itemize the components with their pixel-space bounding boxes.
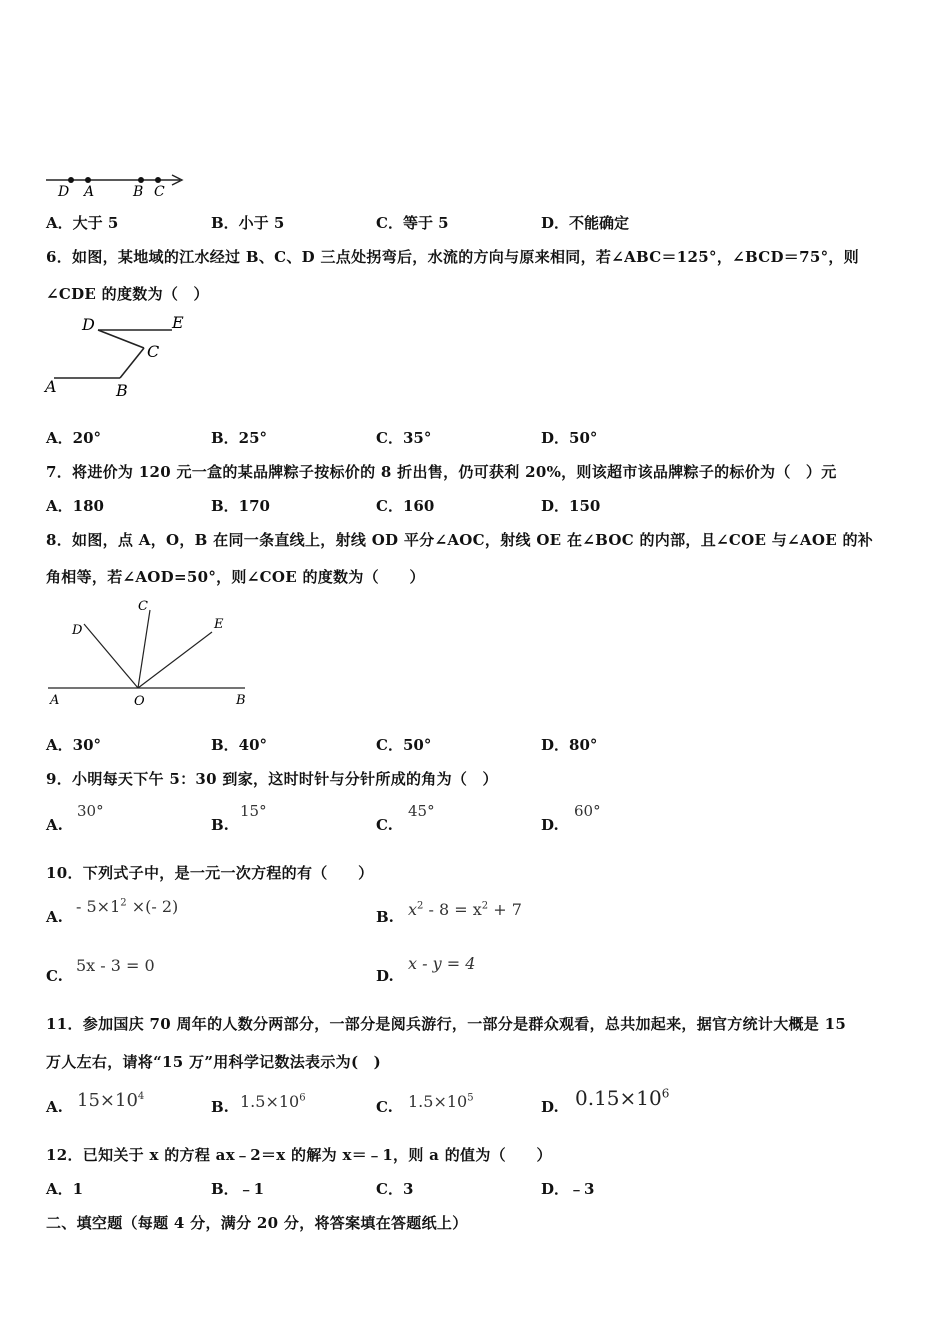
q12-option-b[interactable]: B．﹣1 xyxy=(211,1180,265,1198)
q7-option-c[interactable]: C．160 xyxy=(376,497,435,515)
q9-option-a-letter[interactable]: A. xyxy=(46,816,63,834)
label-B: B xyxy=(116,381,128,400)
q8-option-c[interactable]: C．50° xyxy=(376,736,432,754)
q11-text-line1: 11．参加国庆 70 周年的人数分两部分，一部分是阅兵游行，一部分是群众观看，总共加起来，据官方统计大概是 15 xyxy=(46,1015,847,1033)
q7-text: 7．将进价为 120 元一盒的某品牌粽子按标价的 8 折出售，仍可获利 20%，则该超市该品牌粽子的标价为（ ）元 xyxy=(46,463,837,481)
label-A: A xyxy=(45,377,57,396)
q7-option-a[interactable]: A．180 xyxy=(46,497,104,515)
q6-option-a[interactable]: A．20° xyxy=(46,429,102,447)
q9-option-b-letter[interactable]: B. xyxy=(211,816,229,834)
q8-option-a[interactable]: A．30° xyxy=(46,736,102,754)
q11-option-d-value: $0.15\times 10^6$ xyxy=(575,1086,670,1110)
q11-option-d-letter[interactable]: D. xyxy=(541,1098,559,1116)
q10-option-a-letter[interactable]: A. xyxy=(46,908,63,926)
q11-option-a-value: $15\times 10^4$ xyxy=(77,1090,145,1111)
q6-text-line2: ∠CDE 的度数为（ ） xyxy=(46,285,209,303)
q5-option-b[interactable]: B．小于 5 xyxy=(211,214,285,232)
q6-option-c[interactable]: C．35° xyxy=(376,429,432,447)
q10-option-a-expr: - $5\times 1^2$ ×(- 2) xyxy=(76,897,179,916)
q10-option-d-letter[interactable]: D. xyxy=(376,967,394,985)
q11-option-c-letter[interactable]: C. xyxy=(376,1098,393,1116)
q10-option-d-expr: x - y = 4 xyxy=(408,954,476,973)
label-B: B xyxy=(133,184,144,200)
q8-text-line1: 8．如图，点 A，O，B 在同一条直线上，射线 OD 平分∠AOC，射线 OE 在∠BOC 的内部，且∠COE 与∠AOE 的补 xyxy=(46,531,874,549)
q12-option-d[interactable]: D．﹣3 xyxy=(541,1180,595,1198)
q10-text: 10．下列式子中，是一元一次方程的有（ ） xyxy=(46,864,374,882)
q9-option-a-value: 30° xyxy=(77,802,104,820)
label-C: C xyxy=(138,599,148,614)
q8-option-d[interactable]: D．80° xyxy=(541,736,598,754)
label-A: A xyxy=(84,184,95,200)
q9-option-d-letter[interactable]: D. xyxy=(541,816,559,834)
label-E: E xyxy=(214,617,224,632)
q6-option-d[interactable]: D．50° xyxy=(541,429,598,447)
number-line-figure xyxy=(40,168,200,204)
q9-option-d-value: 60° xyxy=(574,802,601,820)
q9-option-b-value: 15° xyxy=(240,802,267,820)
q12-option-a[interactable]: A．1 xyxy=(46,1180,84,1198)
q7-option-d[interactable]: D．150 xyxy=(541,497,601,515)
q7-option-b[interactable]: B．170 xyxy=(211,497,270,515)
q6-text-line1: 6．如图，某地域的江水经过 B、C、D 三点处拐弯后，水流的方向与原来相同，若∠ABC＝125°，∠BCD＝75°，则 xyxy=(46,248,859,266)
label-O: O xyxy=(134,694,145,709)
label-E: E xyxy=(172,313,184,332)
label-D: D xyxy=(82,315,95,334)
label-C: C xyxy=(147,342,160,361)
label-D: D xyxy=(58,184,70,200)
q9-option-c-value: 45° xyxy=(408,802,435,820)
label-A: A xyxy=(50,693,60,708)
q12-text: 12．已知关于 x 的方程 ax﹣2＝x 的解为 x＝﹣1，则 a 的值为（ ） xyxy=(46,1146,552,1164)
label-D: D xyxy=(72,623,83,638)
q11-option-a-letter[interactable]: A. xyxy=(46,1098,63,1116)
q10-option-b-expr: $x^2 - 8 = x^2 + 7$ xyxy=(408,900,522,919)
q10-option-b-letter[interactable]: B. xyxy=(376,908,394,926)
q5-option-d[interactable]: D．不能确定 xyxy=(541,214,630,232)
q5-option-c[interactable]: C．等于 5 xyxy=(376,214,449,232)
angle-figure xyxy=(40,592,260,712)
q11-option-b-letter[interactable]: B. xyxy=(211,1098,229,1116)
river-figure xyxy=(40,310,200,405)
q11-text-line2: 万人左右，请将“15 万”用科学记数法表示为( ) xyxy=(46,1053,382,1071)
q10-option-c-expr: 5x - 3 = 0 xyxy=(76,956,155,975)
q9-option-c-letter[interactable]: C. xyxy=(376,816,393,834)
label-C: C xyxy=(154,184,165,200)
q12-option-c[interactable]: C．3 xyxy=(376,1180,414,1198)
section-2-title: 二、填空题（每题 4 分，满分 20 分，将答案填在答题纸上） xyxy=(46,1214,468,1232)
q5-option-a[interactable]: A．大于 5 xyxy=(46,214,119,232)
q10-option-c-letter[interactable]: C. xyxy=(46,967,63,985)
q9-text: 9．小明每天下午 5：30 到家，这时时针与分针所成的角为（ ） xyxy=(46,770,498,788)
label-B: B xyxy=(236,693,246,708)
q6-option-b[interactable]: B．25° xyxy=(211,429,268,447)
q11-option-c-value: $1.5\times 10^5$ xyxy=(408,1092,474,1111)
q11-option-b-value: $1.5\times 10^6$ xyxy=(240,1092,306,1111)
q8-text-line2: 角相等，若∠AOD=50°，则∠COE 的度数为（ ） xyxy=(46,568,425,586)
q8-option-b[interactable]: B．40° xyxy=(211,736,268,754)
